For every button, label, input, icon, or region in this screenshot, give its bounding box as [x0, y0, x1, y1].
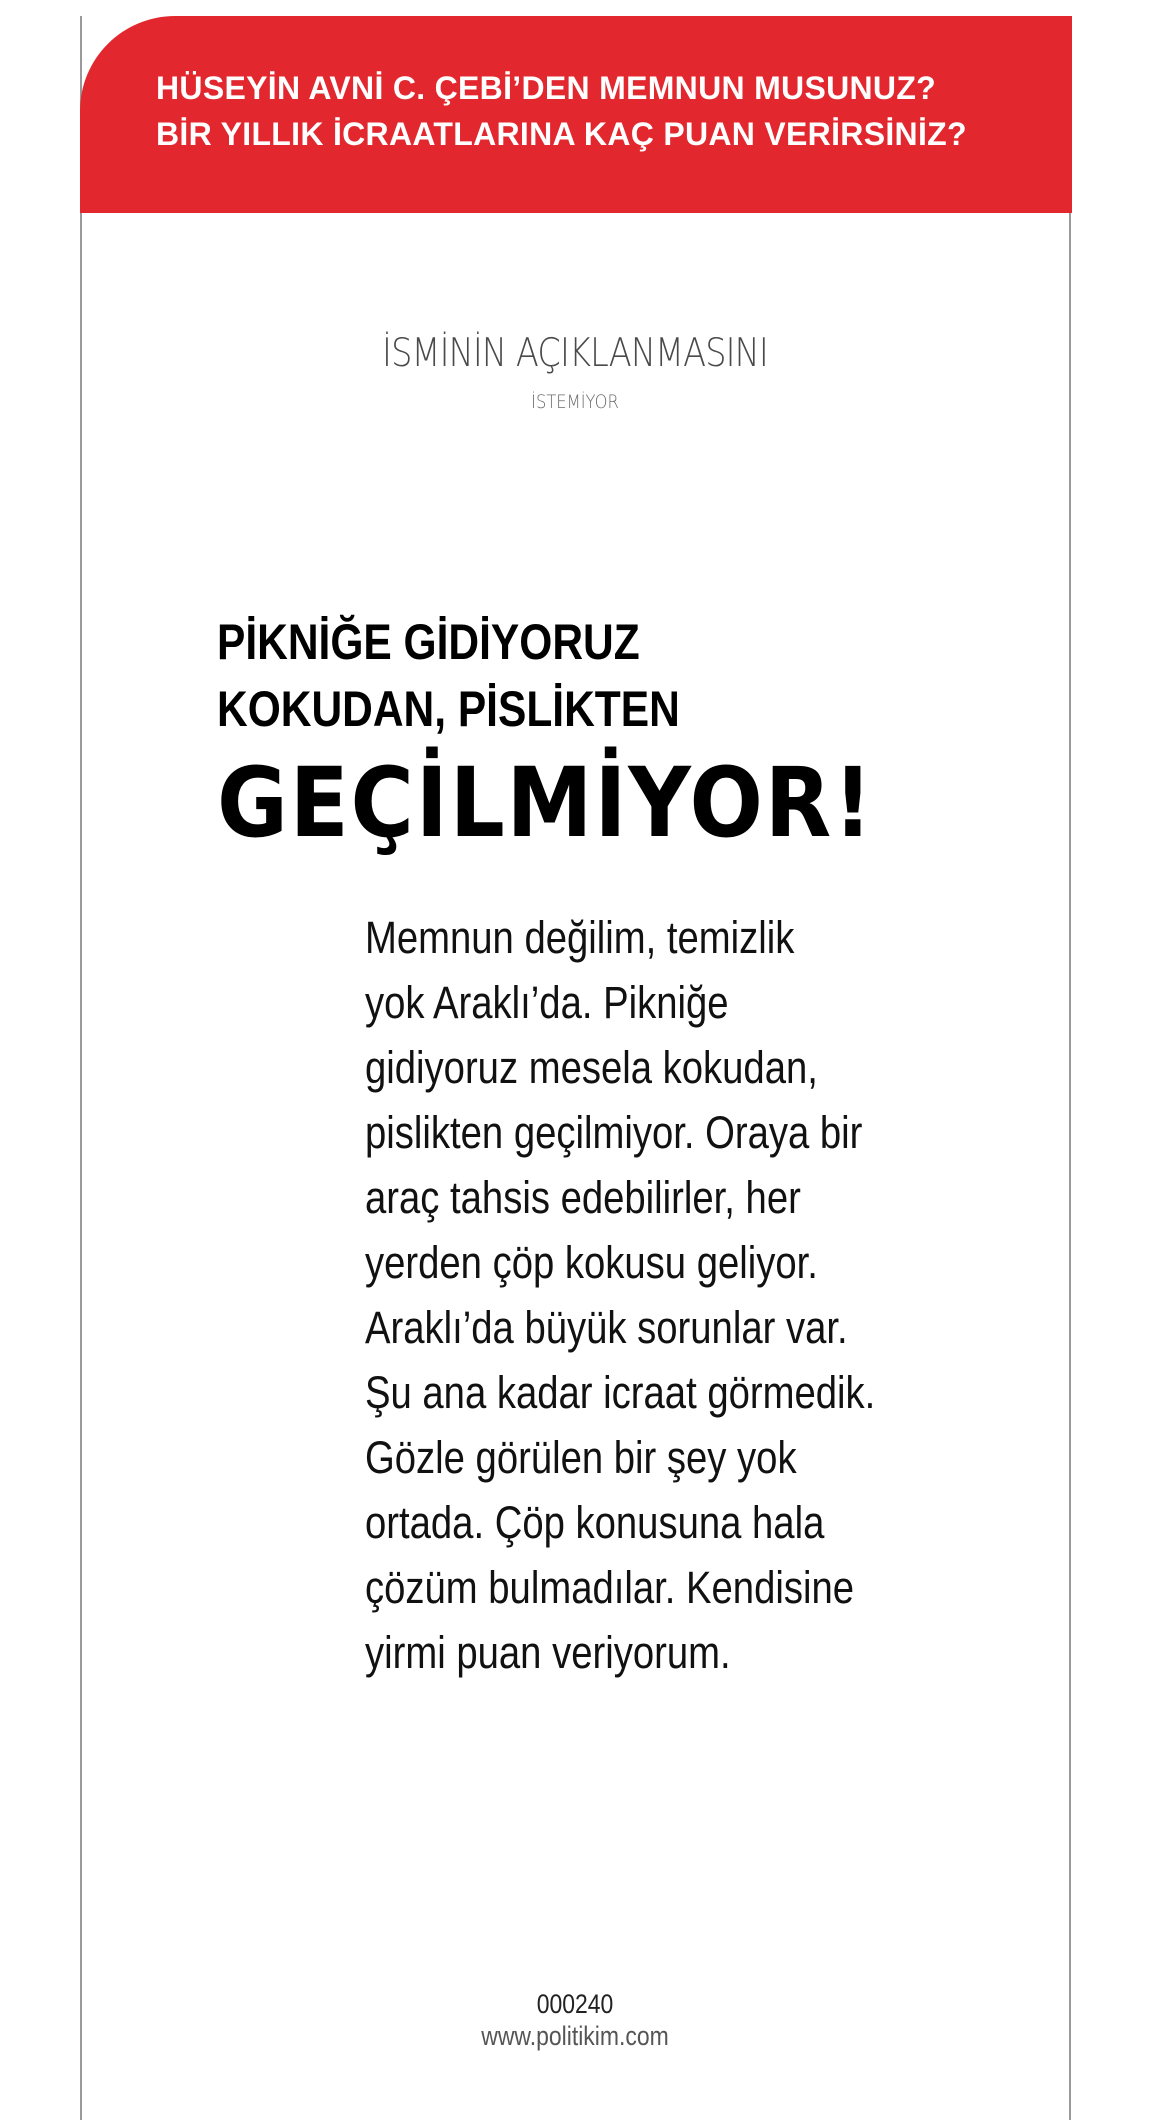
quote-line: gidiyoruz mesela kokudan,	[365, 1042, 818, 1093]
headline-main: GEÇİLMİYOR!	[217, 747, 875, 859]
footer-code: 000240	[536, 1989, 614, 2019]
quote-line: yok Araklı’da. Pikniğe	[365, 977, 729, 1028]
quote-body	[365, 905, 876, 1685]
respondent-subtitle: İSTEMİYOR	[531, 391, 619, 413]
quote-line: Şu ana kadar icraat görmedik.	[365, 1367, 876, 1418]
quote-line: ortada. Çöp konusuna hala	[365, 1497, 825, 1548]
banner-question-line-1: HÜSEYİN AVNİ C. ÇEBİ’DEN MEMNUN MUSUNUZ?	[156, 70, 937, 106]
quote-line: Gözle görülen bir şey yok	[365, 1432, 797, 1483]
banner-question-line-2: BİR YILLIK İCRAATLARINA KAÇ PUAN VERİRSİNİZ?	[156, 116, 967, 152]
footer-url: www.politikim.com	[481, 2021, 669, 2051]
headline-line-1: PİKNİĞE GİDİYORUZ	[217, 614, 640, 670]
quote-line: yerden çöp kokusu geliyor.	[365, 1237, 818, 1288]
question-banner	[80, 16, 1072, 213]
quote-line: Araklı’da büyük sorunlar var.	[365, 1302, 848, 1353]
quote-line: yirmi puan veriyorum.	[365, 1627, 731, 1678]
quote-line: pislikten geçilmiyor. Oraya bir	[365, 1107, 863, 1158]
headline-line-2: KOKUDAN, PİSLİKTEN	[217, 681, 680, 737]
quote-line: Memnun değilim, temizlik	[365, 912, 795, 963]
respondent-name: İSMİNİN AÇIKLANMASINI	[382, 331, 768, 376]
quote-line: çözüm bulmadılar. Kendisine	[365, 1562, 855, 1613]
quote-line: araç tahsis edebilirler, her	[365, 1172, 801, 1223]
